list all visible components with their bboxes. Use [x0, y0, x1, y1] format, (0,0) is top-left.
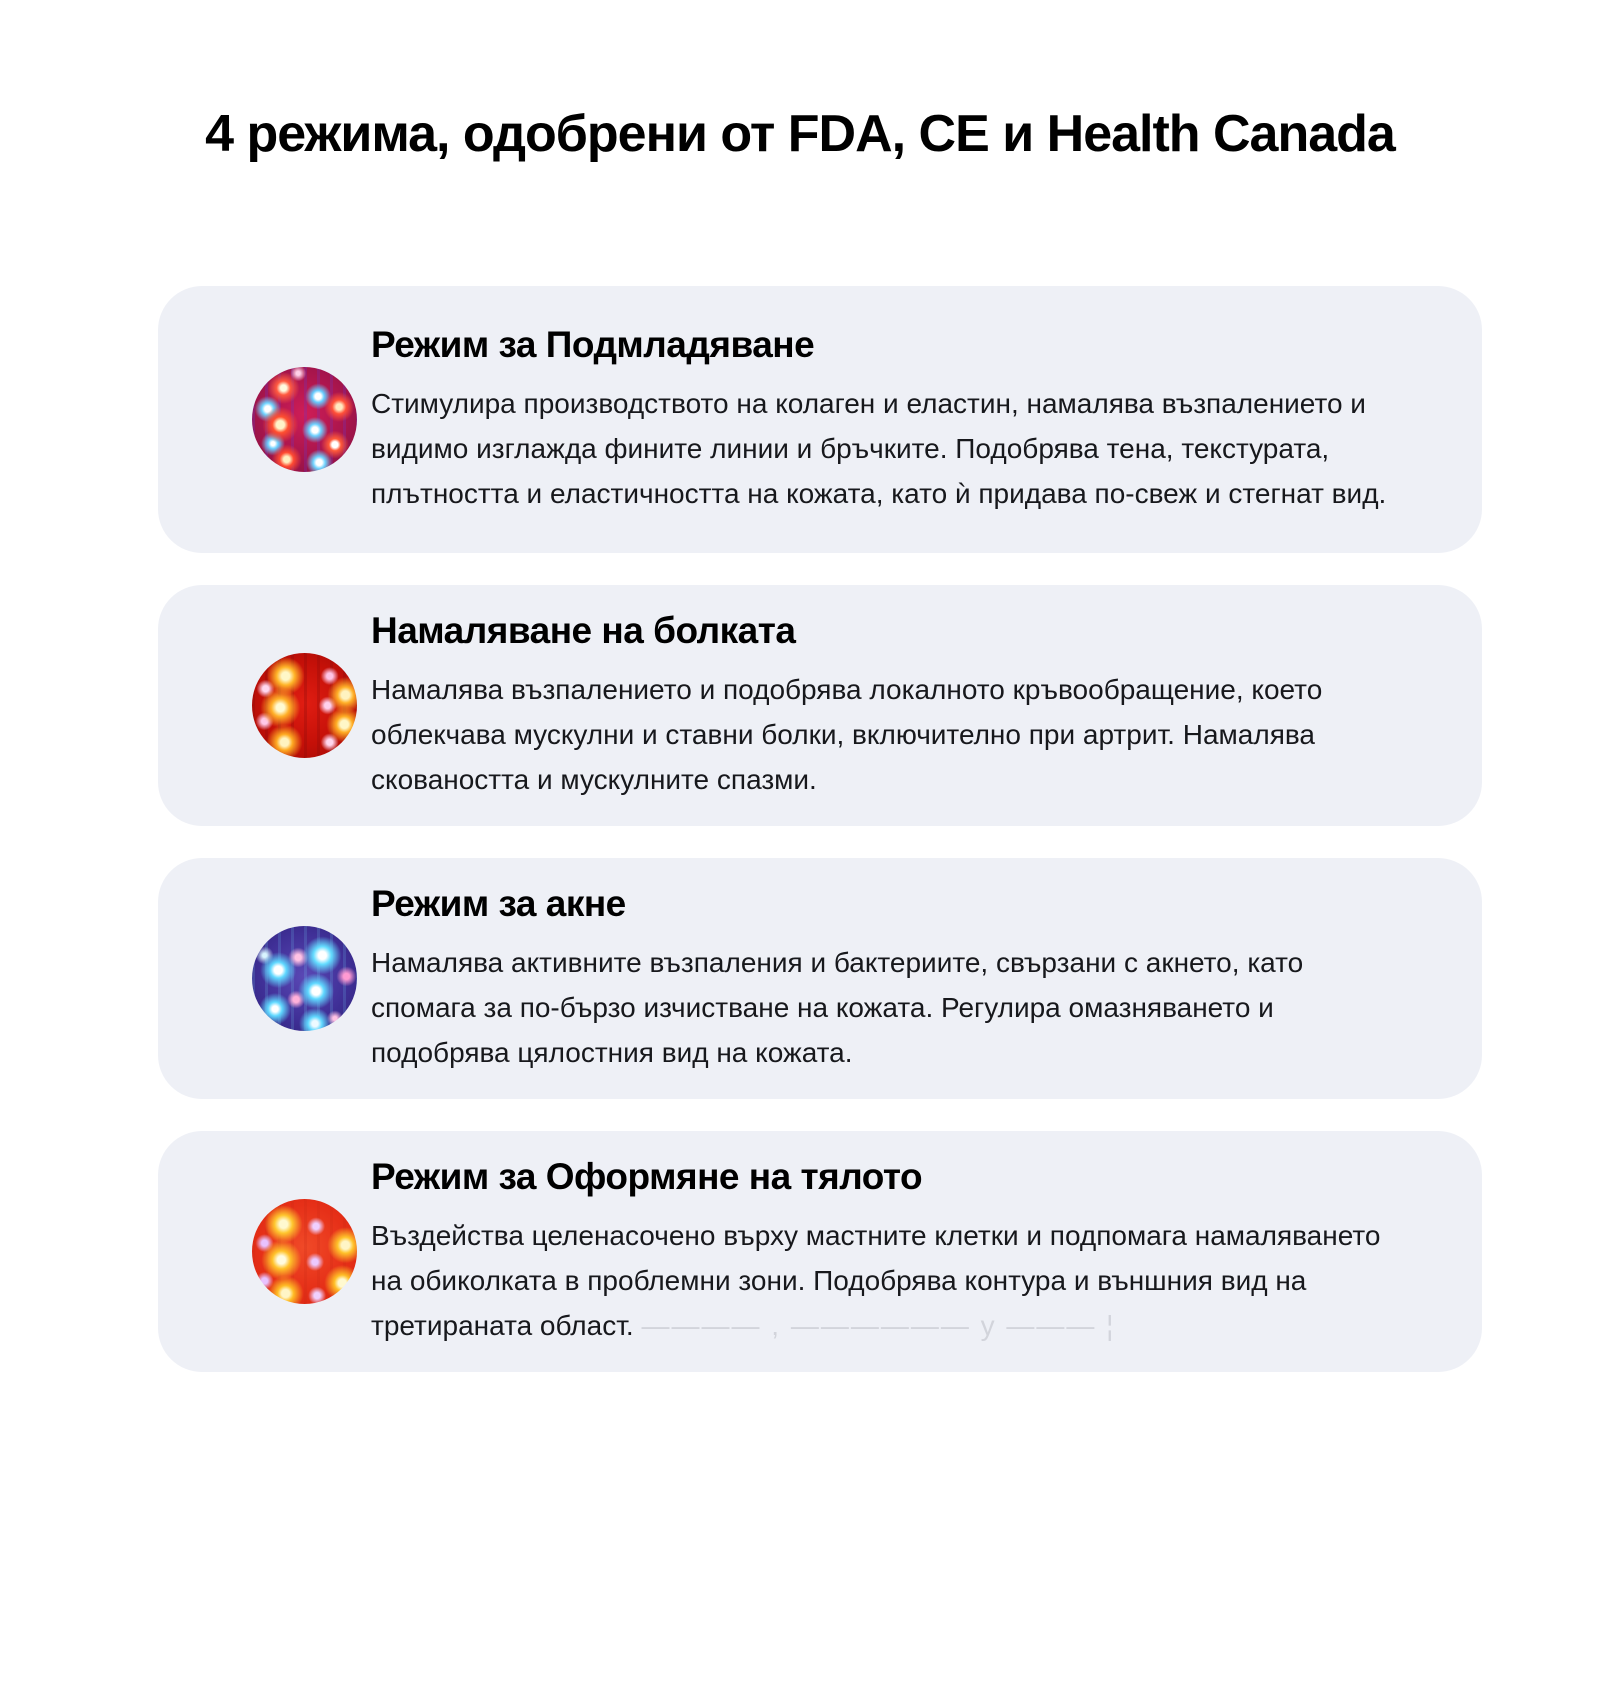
- mode-card-body-shaping: [158, 1131, 1482, 1372]
- card-title: Режим за Подмладяване: [371, 324, 815, 365]
- erased-ghost-text: ———— , —————— у ——— ¦: [641, 1310, 1116, 1341]
- mode-card-pain-relief: [158, 585, 1482, 826]
- card-description: Намалява активните възпаления и бактериите, свързани с акнето, като спомага за по-бързо изчистване на кожата. Регулира омазняването и подобрява цялостния вид на кожата.: [371, 947, 1304, 1068]
- body-shaping-led-panel-icon: [252, 1199, 357, 1304]
- card-description: [371, 1213, 1412, 1348]
- card-description: Намалява възпалението и подобрява локалното кръвообращение, което облекчава мускулни и ставни болки, включително при артрит. Намалява сковаността и мускулните спазми.: [371, 674, 1323, 795]
- card-title: Режим за акне: [371, 883, 626, 924]
- mode-card-rejuvenation: [158, 286, 1482, 553]
- rejuvenation-led-panel-icon: [252, 367, 357, 472]
- card-title: Режим за Оформяне на тялото: [371, 1156, 923, 1197]
- card-text-block: [371, 882, 1412, 1075]
- pain-relief-led-panel-icon: [252, 653, 357, 758]
- card-text-block: [371, 1155, 1412, 1348]
- card-text-block: [371, 609, 1412, 802]
- card-description: Стимулира производството на колаген и еластин, намалява възпалението и видимо изглажда фините линии и бръчките. Подобрява тена, текстурата, плътността и еластичността на кожата, като ѝ придава по-свеж и стегнат вид.: [371, 388, 1387, 509]
- page-title: 4 режима, одобрени от FDA, CE и Health Canada: [205, 105, 1395, 163]
- mode-card-acne: [158, 858, 1482, 1099]
- mode-cards-list: [158, 286, 1482, 1372]
- card-title: Намаляване на болката: [371, 610, 796, 651]
- card-description-text: Въздейства целенасочено върху мастните клетки и подпомага намаляването на обиколката в проблемни зони. Подобрява контура и външния вид на третираната област.: [371, 1220, 1381, 1341]
- acne-led-panel-icon: [252, 926, 357, 1031]
- card-text-block: [371, 323, 1412, 516]
